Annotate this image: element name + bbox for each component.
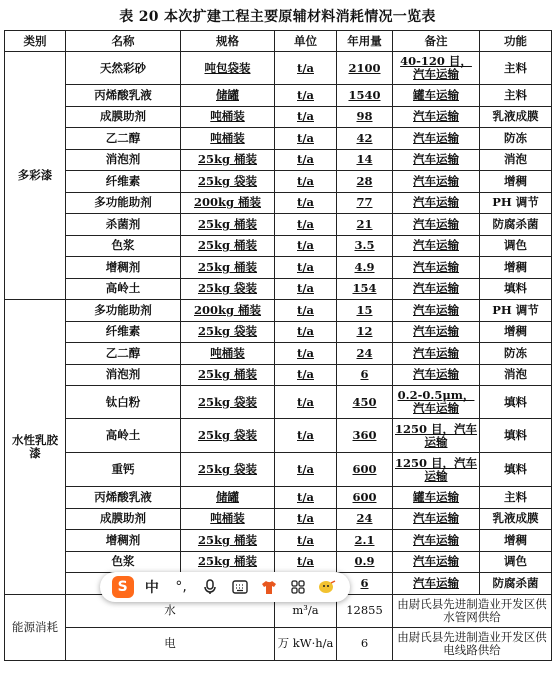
quantity-cell: 24 [337, 343, 393, 365]
note-cell: 罐车运输 [393, 85, 480, 107]
table-row [5, 300, 552, 322]
name-cell: 丙烯酸乳液 [66, 85, 181, 107]
note-cell: 汽车运输 [393, 106, 480, 128]
unit-cell: t/a [275, 343, 337, 365]
spec-cell: 25kg 桶装 [181, 364, 275, 386]
unit-cell: t/a [275, 149, 337, 171]
quantity-cell: 600 [337, 487, 393, 509]
spec-cell: 25kg 袋装 [181, 171, 275, 193]
quantity-cell: 21 [337, 214, 393, 236]
note-cell: 1250 目，汽车运输 [393, 453, 480, 487]
language-toggle[interactable]: 中 [144, 580, 159, 596]
unit-cell: t/a [275, 364, 337, 386]
function-cell: 填料 [480, 278, 552, 300]
function-cell: 填料 [480, 419, 552, 453]
note-cell: 罐车运输 [393, 487, 480, 509]
note-cell: 汽车运输 [393, 573, 480, 595]
note-cell: 由尉氏县先进制造业开发区供电线路供给 [393, 627, 552, 660]
quantity-cell: 360 [337, 419, 393, 453]
function-cell: 消泡 [480, 364, 552, 386]
table-title: 表 20 本次扩建工程主要原辅材料消耗情况一览表 [119, 9, 436, 25]
quantity-cell: 42 [337, 128, 393, 150]
quantity-cell: 28 [337, 171, 393, 193]
name-cell: 成膜助剂 [66, 508, 181, 530]
note-cell: 汽车运输 [393, 214, 480, 236]
table-row [5, 530, 552, 552]
header-cell: 名称 [66, 31, 181, 52]
spec-cell: 25kg 袋装 [181, 321, 275, 343]
name-cell: 纤维素 [66, 171, 181, 193]
header-cell: 年用量 [337, 31, 393, 52]
note-cell: 汽车运输 [393, 278, 480, 300]
quantity-cell: 4.9 [337, 257, 393, 279]
unit-cell: t/a [275, 419, 337, 453]
name-cell: 钛白粉 [66, 386, 181, 419]
spec-cell: 25kg 袋装 [181, 278, 275, 300]
header-cell: 备注 [393, 31, 480, 52]
note-cell: 由尉氏县先进制造业开发区供水管网供给 [393, 594, 552, 627]
quantity-cell: 0.9 [337, 551, 393, 573]
name-cell: 重钙 [66, 453, 181, 487]
spec-cell: 吨包袋装 [181, 52, 275, 85]
unit-cell: t/a [275, 278, 337, 300]
unit-cell: t/a [275, 530, 337, 552]
spec-cell: 25kg 桶装 [181, 530, 275, 552]
category-cell: 水性乳胶漆 [5, 300, 66, 595]
name-cell: 消泡剂 [66, 149, 181, 171]
spec-cell: 吨桶装 [181, 128, 275, 150]
note-cell: 汽车运输 [393, 257, 480, 279]
name-cell: 丙烯酸乳液 [66, 487, 181, 509]
table-row [5, 85, 552, 107]
function-cell: 防冻 [480, 128, 552, 150]
note-cell: 汽车运输 [393, 364, 480, 386]
spec-cell: 25kg 袋装 [181, 386, 275, 419]
table-row [5, 551, 552, 573]
unit-cell: t/a [275, 551, 337, 573]
function-cell: 调色 [480, 551, 552, 573]
name-cell: 电 [66, 627, 275, 660]
spec-cell: 吨桶装 [181, 508, 275, 530]
name-cell: 纤维素 [66, 321, 181, 343]
table-row [5, 364, 552, 386]
name-cell: 消泡剂 [66, 364, 181, 386]
header-row [5, 31, 552, 52]
mic-icon[interactable] [199, 576, 221, 598]
table-row [5, 128, 552, 150]
name-cell: 色浆 [66, 235, 181, 257]
spec-cell: 25kg 袋装 [181, 419, 275, 453]
quantity-cell: 1540 [337, 85, 393, 107]
header-cell: 类别 [5, 31, 66, 52]
table-body [5, 52, 552, 661]
spec-cell: 储罐 [181, 487, 275, 509]
spec-cell: 储罐 [181, 85, 275, 107]
header-cell: 规格 [181, 31, 275, 52]
function-cell: 防冻 [480, 343, 552, 365]
category-cell: 多彩漆 [5, 52, 66, 300]
table-row [5, 453, 552, 487]
quantity-cell: 3.5 [337, 235, 393, 257]
function-cell: 乳液成膜 [480, 106, 552, 128]
name-cell: 多功能助剂 [66, 300, 181, 322]
spec-cell: 吨桶装 [181, 106, 275, 128]
quantity-cell: 600 [337, 453, 393, 487]
function-cell: 填料 [480, 386, 552, 419]
quantity-cell: 6 [337, 573, 393, 595]
function-cell: 增稠 [480, 257, 552, 279]
name-cell: 成膜助剂 [66, 106, 181, 128]
note-cell: 汽车运输 [393, 551, 480, 573]
spec-cell: 25kg 桶装 [181, 214, 275, 236]
unit-cell: t/a [275, 192, 337, 214]
note-cell: 汽车运输 [393, 192, 480, 214]
punctuation-toggle[interactable]: °, [175, 579, 187, 595]
materials-table [4, 30, 552, 661]
emoji-icon[interactable] [316, 576, 338, 598]
spec-cell: 25kg 桶装 [181, 235, 275, 257]
function-cell: PH 调节 [480, 300, 552, 322]
name-cell: 高岭土 [66, 419, 181, 453]
function-cell: 主料 [480, 52, 552, 85]
function-cell: PH 调节 [480, 192, 552, 214]
table-row [5, 192, 552, 214]
quantity-cell: 2.1 [337, 530, 393, 552]
unit-cell: t/a [275, 257, 337, 279]
table-row [5, 149, 552, 171]
spec-cell: 25kg 桶装 [181, 551, 275, 573]
name-cell: 杀菌剂 [66, 214, 181, 236]
function-cell: 调色 [480, 235, 552, 257]
quantity-cell: 12 [337, 321, 393, 343]
table-row [5, 52, 552, 85]
unit-cell: 万 kW·h/a [275, 627, 337, 660]
quantity-cell: 15 [337, 300, 393, 322]
unit-cell: t/a [275, 386, 337, 419]
name-cell: 天然彩砂 [66, 52, 181, 85]
table-row [5, 343, 552, 365]
table-row [5, 106, 552, 128]
spec-cell: 200kg 桶装 [181, 300, 275, 322]
name-cell: 水 [66, 594, 275, 627]
spec-cell: 吨桶装 [181, 343, 275, 365]
unit-cell: t/a [275, 508, 337, 530]
note-cell: 汽车运输 [393, 321, 480, 343]
name-cell: 色浆 [66, 551, 181, 573]
function-cell: 防腐杀菌 [480, 573, 552, 595]
name-cell: 增稠剂 [66, 530, 181, 552]
note-cell: 汽车运输 [393, 300, 480, 322]
note-cell: 汽车运输 [393, 343, 480, 365]
table-row [5, 508, 552, 530]
unit-cell: t/a [275, 487, 337, 509]
category-cell: 能源消耗 [5, 594, 66, 660]
unit-cell: t/a [275, 52, 337, 85]
note-cell: 汽车运输 [393, 149, 480, 171]
table-row [5, 278, 552, 300]
table-row [5, 257, 552, 279]
quantity-cell: 2100 [337, 52, 393, 85]
table-row [5, 627, 552, 660]
quantity-cell: 6 [337, 627, 393, 660]
sogou-logo-icon[interactable]: S [112, 576, 134, 598]
function-cell: 消泡 [480, 149, 552, 171]
unit-cell: t/a [275, 453, 337, 487]
table-row [5, 214, 552, 236]
quantity-cell: 450 [337, 386, 393, 419]
unit-cell: t/a [275, 85, 337, 107]
function-cell: 主料 [480, 85, 552, 107]
name-cell: 增稠剂 [66, 257, 181, 279]
unit-cell: t/a [275, 321, 337, 343]
table-row [5, 171, 552, 193]
function-cell: 增稠 [480, 530, 552, 552]
keyboard-icon[interactable] [229, 576, 251, 598]
spec-cell: 200kg 桶装 [181, 192, 275, 214]
spec-cell: 25kg 桶装 [181, 257, 275, 279]
unit-cell: m³/a [275, 594, 337, 627]
quantity-cell: 6 [337, 364, 393, 386]
quantity-cell: 12855 [337, 594, 393, 627]
grid-icon[interactable] [287, 576, 309, 598]
quantity-cell: 154 [337, 278, 393, 300]
function-cell: 乳液成膜 [480, 508, 552, 530]
table-row [5, 419, 552, 453]
spec-cell: 25kg 桶装 [181, 149, 275, 171]
name-cell: 乙二醇 [66, 128, 181, 150]
unit-cell: t/a [275, 128, 337, 150]
table-row [5, 386, 552, 419]
note-cell: 0.2-0.5μm，汽车运输 [393, 386, 480, 419]
unit-cell: t/a [275, 235, 337, 257]
function-cell: 主料 [480, 487, 552, 509]
spec-cell: 25kg 袋装 [181, 453, 275, 487]
note-cell: 汽车运输 [393, 508, 480, 530]
note-cell: 汽车运输 [393, 171, 480, 193]
function-cell: 增稠 [480, 321, 552, 343]
shirt-icon[interactable] [258, 576, 280, 598]
name-cell: 乙二醇 [66, 343, 181, 365]
quantity-cell: 24 [337, 508, 393, 530]
note-cell: 汽车运输 [393, 530, 480, 552]
quantity-cell: 98 [337, 106, 393, 128]
function-cell: 增稠 [480, 171, 552, 193]
ime-toolbar[interactable] [100, 572, 350, 602]
unit-cell: t/a [275, 300, 337, 322]
quantity-cell: 77 [337, 192, 393, 214]
note-cell: 汽车运输 [393, 128, 480, 150]
name-cell: 高岭土 [66, 278, 181, 300]
header-cell: 功能 [480, 31, 552, 52]
table-row [5, 235, 552, 257]
note-cell: 40-120 目，汽车运输 [393, 52, 480, 85]
table-row [5, 487, 552, 509]
unit-cell: t/a [275, 214, 337, 236]
function-cell: 防腐杀菌 [480, 214, 552, 236]
note-cell: 1250 目，汽车运输 [393, 419, 480, 453]
unit-cell: t/a [275, 171, 337, 193]
unit-cell: t/a [275, 106, 337, 128]
quantity-cell: 14 [337, 149, 393, 171]
header-cell: 单位 [275, 31, 337, 52]
table-row [5, 321, 552, 343]
name-cell: 多功能助剂 [66, 192, 181, 214]
function-cell: 填料 [480, 453, 552, 487]
note-cell: 汽车运输 [393, 235, 480, 257]
